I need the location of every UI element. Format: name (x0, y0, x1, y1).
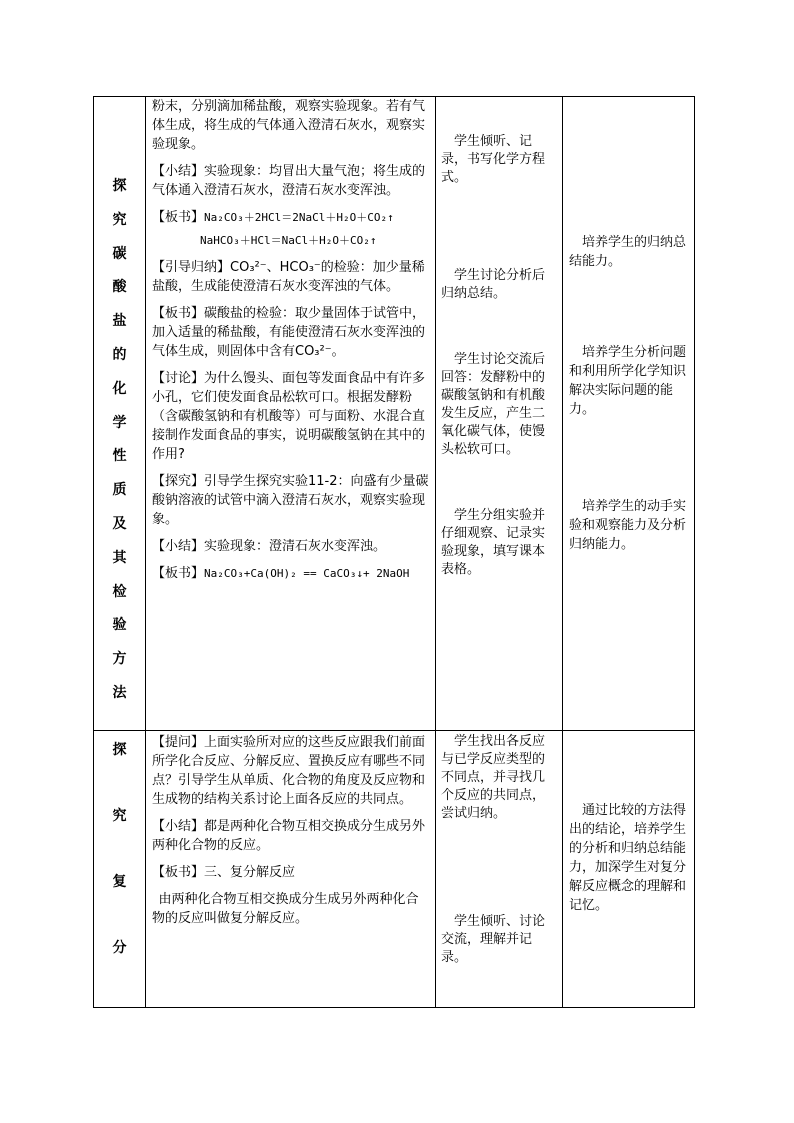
label-char: 探 (112, 178, 127, 194)
paragraph (152, 369, 429, 464)
label-char: 质 (112, 482, 127, 499)
tag-label: 【讨论】 (152, 371, 205, 386)
paragraph-text: 为什么馒头、面包等发面食品中有许多小孔，它们使发面食品松软可口。根据发酵粉（含碳酸氢钠和有机酸等）可与面粉、水混合直接制作发面食品的事实，说明碳酸氢钠在其中的作用? (152, 371, 426, 462)
label-char: 的 (112, 346, 127, 363)
paragraph (152, 258, 429, 296)
tag-label: 【引导归纳】 (152, 260, 231, 275)
paragraph (152, 472, 429, 529)
equation: Na₂CO₃＋2HCl＝2NaCl＋H₂O＋CO₂↑ (204, 211, 394, 224)
paragraph-text: CO₃²⁻、HCO₃⁻的检验：加少量稀盐酸，生成能使澄清石灰水变浑浊的气体。 (152, 260, 425, 294)
paragraph-text: 实验现象：澄清石灰水变浑浊。 (204, 539, 387, 554)
paragraph-text: 上面实验所对应的这些反应跟我们前面所学化合反应、分解反应、置换反应有哪些不同点？引导学生从单质、化合物的角度及反应物和生成物的结构关系讨论上面各反应的共同点。 (152, 735, 426, 807)
label-char: 复 (112, 874, 127, 890)
student-activity-text: 学生讨论分析后归纳总结。 (441, 268, 546, 301)
student-activity-text: 学生倾听、讨论交流，理解并记录。 (441, 914, 546, 965)
paragraph: 粉末，分别滴加稀盐酸，观察实验现象。若有气体生成，将生成的气体通入澄清石灰水，观察实验现象。 (152, 99, 426, 152)
design-intent-cell (563, 731, 695, 1008)
label-char: 碳 (112, 245, 127, 262)
design-intent-text: 通过比较的方法得出的结论，培养学生的分析和归纳总结能力，加深学生对复分解反应概念的理解和记忆。 (569, 803, 687, 913)
label-char: 法 (112, 684, 127, 701)
paragraph (152, 863, 429, 882)
student-activity-cell (436, 97, 563, 731)
paragraph-text: 引导学生探究实验11-2：向盛有少量碳酸钠溶液的试管中滴入澄清石灰水，观察实验现象。 (152, 474, 429, 527)
equation: NaHCO₃＋HCl＝NaCl＋H₂O＋CO₂↑ (200, 234, 377, 247)
paragraph (152, 733, 429, 809)
design-intent-text: 培养学生分析问题和利用所学化学知识解决实际问题的能力。 (569, 345, 687, 417)
paragraph-text: 都是两种化合物互相交换成分生成另外两种化合物的反应。 (152, 819, 426, 853)
equation-line (152, 231, 429, 250)
section-label-vertical (94, 731, 145, 1007)
label-char: 方 (112, 651, 127, 668)
student-activity-text: 学生找出各反应与已学反应类型的不同点，并寻找几个反应的共同点，尝试归纳。 (441, 734, 546, 821)
label-char: 其 (112, 549, 127, 566)
paragraph (152, 817, 429, 855)
tag-label: 【板书】 (152, 566, 205, 581)
section-label-cell (94, 731, 146, 1008)
paragraph (152, 537, 429, 556)
label-char: 探 (112, 742, 127, 758)
paragraph-text: 碳酸盐的检验：取少量固体于试管中，加入适量的稀盐酸，有能使澄清石灰水变浑浊的气体生成，则固体中含有CO₃²⁻。 (152, 306, 426, 359)
label-char: 化 (112, 380, 127, 397)
design-intent-text: 培养学生的动手实验和观察能力及分析归纳能力。 (569, 499, 687, 552)
teacher-activity-cell (146, 97, 436, 731)
label-char: 性 (112, 448, 127, 465)
paragraph: 由两种化合物互相交换成分生成另外两种化合物的反应叫做复分解反应。 (152, 892, 419, 926)
table-row (94, 731, 695, 1008)
paragraph (152, 208, 429, 227)
lesson-plan-table (93, 96, 695, 1008)
paragraph (152, 162, 429, 200)
section-label-vertical (94, 97, 145, 720)
design-intent-text: 培养学生的归纳总结能力。 (569, 235, 687, 269)
paragraph-text: 实验现象：均冒出大量气泡；将生成的气体通入澄清石灰水，澄清石灰水变浑浊。 (152, 164, 426, 198)
label-char: 学 (112, 414, 127, 431)
paragraph (152, 304, 429, 361)
tag-label: 【小结】 (152, 164, 205, 179)
label-char: 检 (112, 583, 127, 600)
label-char: 究 (112, 211, 127, 228)
label-char: 及 (112, 515, 127, 532)
label-char: 酸 (112, 279, 127, 296)
label-char: 究 (112, 808, 127, 824)
tag-label: 【板书】 (152, 865, 205, 880)
paragraph (152, 564, 429, 583)
paragraph-text: 三、复分解反应 (204, 865, 296, 880)
student-activity-text: 学生分组实验并仔细观察、记录实验现象，填写课本表格。 (441, 508, 546, 577)
student-activity-cell (436, 731, 563, 1008)
tag-label: 【小结】 (152, 539, 205, 554)
teacher-activity-cell (146, 731, 436, 1008)
label-char: 分 (112, 940, 127, 956)
tag-label: 【提问】 (152, 735, 205, 750)
tag-label: 【小结】 (152, 819, 205, 834)
label-char: 验 (112, 617, 127, 634)
tag-label: 【板书】 (152, 210, 205, 225)
section-label-cell (94, 97, 146, 731)
tag-label: 【探究】 (152, 474, 205, 489)
student-activity-text: 学生倾听、记录，书写化学方程式。 (441, 134, 546, 185)
design-intent-cell (563, 97, 695, 731)
tag-label: 【板书】 (152, 306, 205, 321)
label-char: 盐 (112, 313, 127, 330)
equation: Na₂CO₃+Ca(OH)₂ == CaCO₃↓+ 2NaOH (204, 567, 410, 580)
table-row (94, 97, 695, 731)
student-activity-text: 学生讨论交流后回答：发酵粉中的碳酸氢钠和有机酸发生反应，产生二氧化碳气体，使馒头松软可口。 (441, 352, 546, 457)
